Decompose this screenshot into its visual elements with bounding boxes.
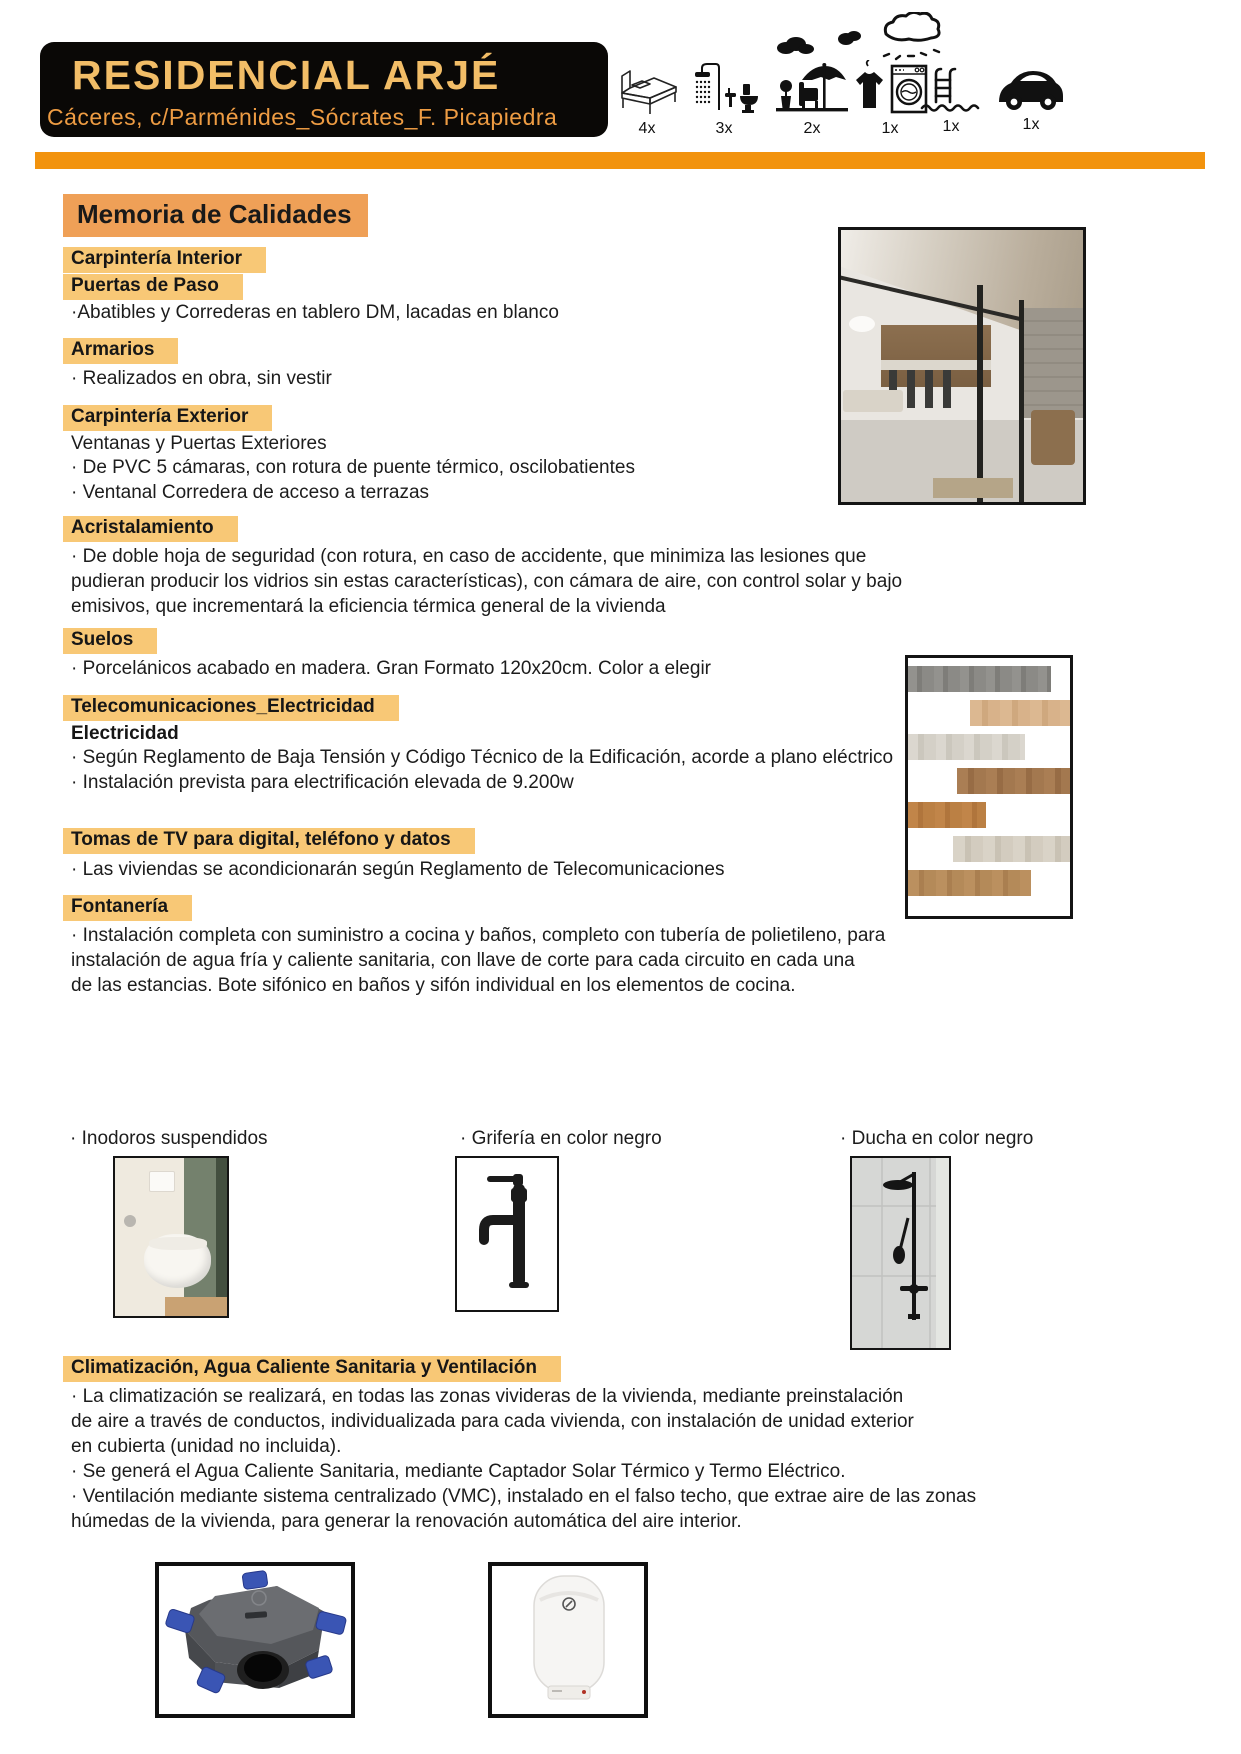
vmc-ventilation-unit-photo bbox=[155, 1562, 355, 1718]
floor-sample-brown bbox=[957, 768, 1070, 794]
dining-table bbox=[843, 390, 903, 412]
floor-sample-beige bbox=[953, 836, 1070, 862]
green-wall-edge bbox=[216, 1158, 227, 1316]
section-carpinteria-interior bbox=[63, 247, 559, 325]
feature-parking bbox=[995, 66, 1067, 134]
caption-ducha: · Ducha en color negro bbox=[840, 1128, 1034, 1149]
pool-icon bbox=[920, 64, 982, 116]
paragraph-line: húmedas de la vivienda, para generar la renovación automática del aire interior. bbox=[71, 1510, 742, 1532]
bullet: · Las viviendas se acondicionarán según Reglamento de Telecomunicaciones bbox=[71, 858, 725, 880]
wood-floor-strip bbox=[165, 1297, 227, 1316]
bullet: · Instalación prevista para electrificación elevada de 9.200w bbox=[71, 771, 574, 793]
terrace-icon bbox=[772, 58, 852, 118]
accent-divider-bar bbox=[35, 152, 1205, 169]
toilet-lid bbox=[149, 1237, 207, 1250]
exterior-wall bbox=[1024, 308, 1083, 418]
pool-count: 1x bbox=[942, 118, 960, 135]
kitchen-counter bbox=[881, 360, 991, 370]
bar-stool bbox=[925, 370, 933, 408]
bullet: · Ventanal Corredera de acceso a terrazas bbox=[71, 481, 430, 503]
section-subheading: Puertas de Paso bbox=[63, 274, 243, 300]
section-heading: Climatización, Agua Caliente Sanitaria y Ventilación bbox=[63, 1356, 561, 1382]
paragraph-line: de aire a través de conductos, individualizada para cada vivienda, con instalación de unidad exterior bbox=[71, 1410, 914, 1432]
bullet: · Según Reglamento de Baja Tensión y Código Técnico de la Edificación, acorde a plano eléctrico bbox=[71, 746, 894, 768]
paragraph-line: de las estancias. Bote sifónico en baños y sifón individual en los elementos de cocina. bbox=[71, 974, 796, 996]
electric-water-heater-photo bbox=[488, 1562, 648, 1718]
section-carpinteria-exterior bbox=[63, 405, 635, 505]
paragraph-line: · La climatización se realizará, en todas las zonas vivideras de la vivienda, mediante preinstalación bbox=[71, 1385, 904, 1407]
section-heading: Telecomunicaciones_Electricidad bbox=[63, 695, 399, 721]
section-heading: Fontanería bbox=[63, 895, 192, 921]
bullet: · Porcelánicos acabado en madera. Gran Formato 120x20cm. Color a elegir bbox=[71, 657, 711, 679]
paragraph-line: instalación de agua fría y caliente sanitaria, con llave de corte para cada circuito en cada una bbox=[71, 949, 855, 971]
section-heading: Suelos bbox=[63, 628, 157, 654]
feature-pool bbox=[920, 64, 982, 136]
car-icon bbox=[995, 66, 1067, 114]
residence-address: Cáceres, c/Parménides_Sócrates_F. Picapiedra bbox=[47, 104, 558, 130]
section-subheading: Electricidad bbox=[71, 722, 179, 744]
rug bbox=[933, 478, 1013, 498]
bed-icon bbox=[614, 62, 680, 118]
feature-laundry bbox=[850, 60, 930, 138]
laundry-count: 1x bbox=[881, 120, 899, 137]
section-heading: Carpintería Interior bbox=[63, 247, 266, 273]
floor-sample-tan bbox=[908, 870, 1031, 896]
page-title: Memoria de Calidades bbox=[63, 194, 368, 237]
section-heading: Tomas de TV para digital, teléfono y datos bbox=[63, 828, 475, 854]
floor-sample-gray bbox=[908, 666, 1051, 692]
bathrooms-count: 3x bbox=[715, 120, 733, 137]
paragraph-line: · De doble hoja de seguridad (con rotura, en caso de accidente, que minimiza las lesiones que bbox=[71, 545, 867, 567]
wall-hung-toilet-photo bbox=[113, 1156, 229, 1318]
kitchen-cabinets bbox=[881, 325, 991, 387]
section-climatizacion bbox=[63, 1356, 1173, 1534]
bullet: · De PVC 5 cámaras, con rotura de puente térmico, oscilobatientes bbox=[71, 456, 635, 478]
flush-plate bbox=[149, 1171, 176, 1192]
bullet: · Se generá el Agua Caliente Sanitaria, mediante Captador Solar Térmico y Termo Eléctrico. bbox=[71, 1460, 846, 1482]
floor-sample-light-oak bbox=[970, 700, 1070, 726]
paragraph-line: pudieran producir los vidrios sin estas características), con cámara de aire, con control solar y bajo bbox=[71, 570, 903, 592]
paragraph-line: · Instalación completa con suministro a cocina y baños, completo con tubería de polietileno, para bbox=[71, 924, 886, 946]
bar-stool bbox=[943, 370, 951, 408]
black-shower-column-photo bbox=[850, 1156, 951, 1350]
section-heading: Acristalamiento bbox=[63, 516, 238, 542]
section-subheading: Ventanas y Puertas Exteriores bbox=[71, 432, 327, 454]
floor-sample-orange-oak bbox=[908, 802, 986, 828]
bedrooms-count: 4x bbox=[638, 120, 656, 137]
caption-inodoros: · Inodoros suspendidos bbox=[70, 1128, 268, 1149]
caption-griferia: · Grifería en color negro bbox=[460, 1128, 662, 1149]
paragraph-line: · Ventilación mediante sistema centralizado (VMC), instalado en el falso techo, que extrae aire de las zonas bbox=[71, 1485, 977, 1507]
section-heading: Carpintería Exterior bbox=[63, 405, 272, 431]
pendant-lamp bbox=[849, 316, 875, 332]
wood-flooring-samples bbox=[905, 655, 1073, 919]
feature-terraces bbox=[772, 58, 852, 138]
bullet: ·Abatibles y Correderas en tablero DM, lacadas en blanco bbox=[71, 301, 559, 323]
section-acristalamiento bbox=[63, 516, 1073, 619]
terraces-count: 2x bbox=[803, 120, 821, 137]
toilet-paper-holder bbox=[124, 1215, 136, 1227]
section-armarios bbox=[63, 338, 332, 391]
laundry-icon bbox=[850, 60, 930, 118]
paragraph-line: emisivos, que incrementará la eficiencia térmica general de la vivienda bbox=[71, 595, 666, 617]
black-faucet-photo bbox=[455, 1156, 559, 1312]
parking-count: 1x bbox=[1022, 116, 1040, 133]
section-heading: Armarios bbox=[63, 338, 178, 364]
interior-terrace-photo bbox=[838, 227, 1086, 505]
sliding-door-frame bbox=[977, 285, 983, 502]
floor-sample-whitewash bbox=[908, 734, 1025, 760]
section-tomas-tv bbox=[63, 828, 724, 882]
feature-bedrooms bbox=[612, 62, 682, 138]
residence-title: RESIDENCIAL ARJÉ bbox=[72, 52, 501, 98]
paragraph-line: en cubierta (unidad no incluida). bbox=[71, 1435, 342, 1457]
section-telecomunicaciones bbox=[63, 695, 893, 795]
section-suelos bbox=[63, 628, 711, 681]
terrace-chair bbox=[1031, 410, 1075, 465]
bullet: · Realizados en obra, sin vestir bbox=[71, 367, 332, 389]
bar-stool bbox=[907, 370, 915, 408]
bathroom-icon bbox=[688, 60, 760, 118]
feature-bathrooms bbox=[688, 60, 760, 138]
